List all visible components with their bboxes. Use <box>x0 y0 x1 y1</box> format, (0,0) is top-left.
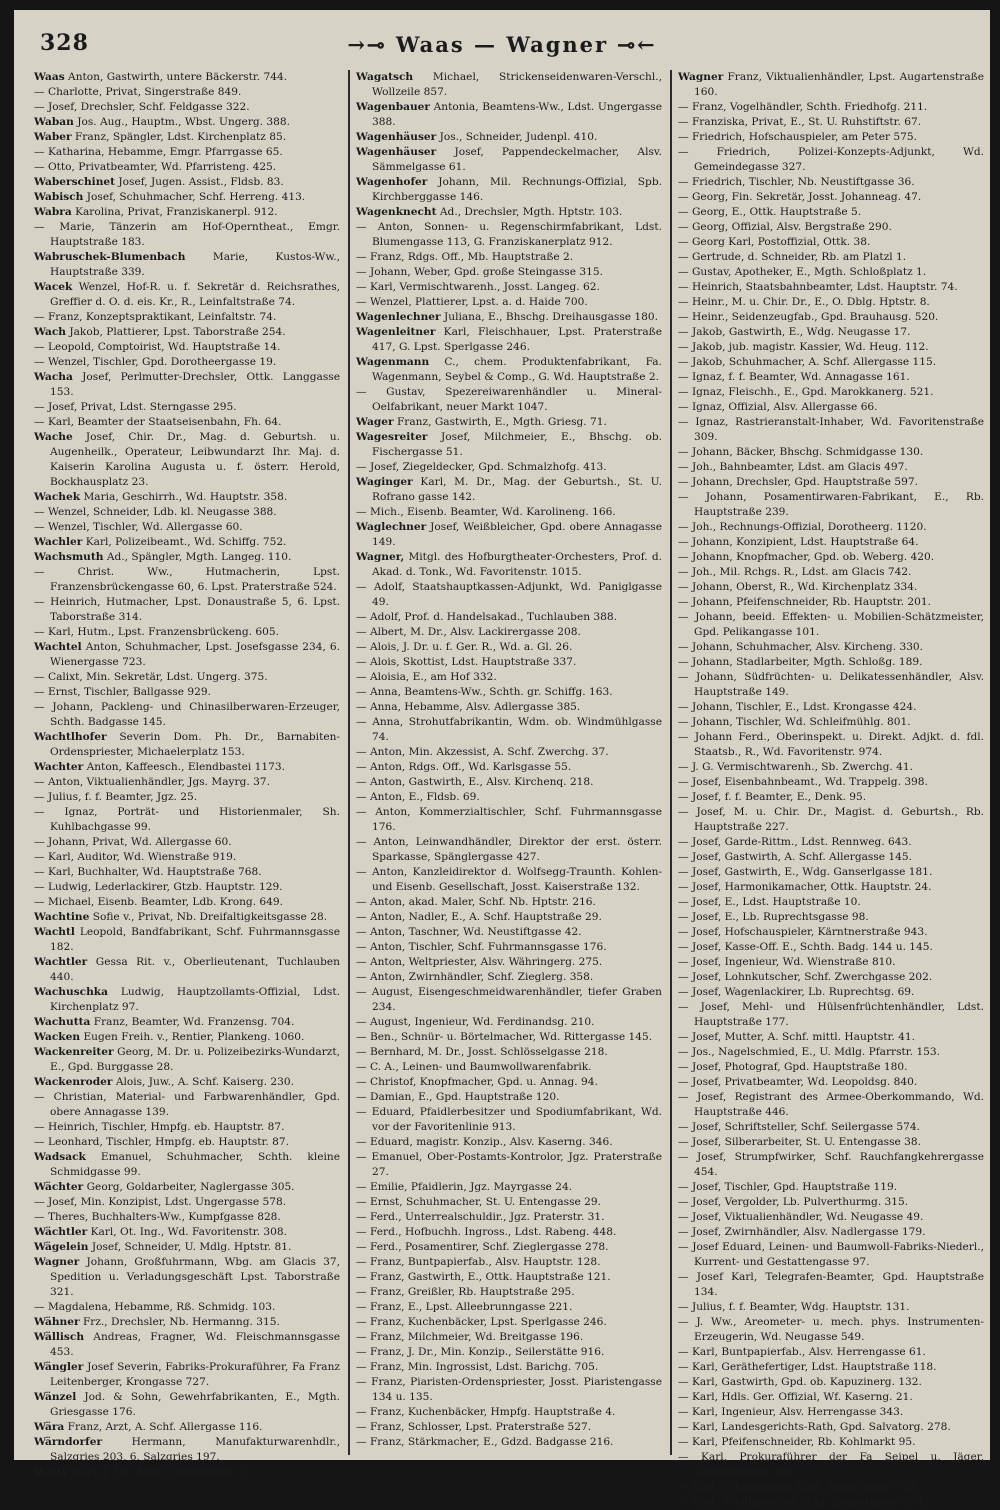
directory-entry: — Julius, f. f. Beamter, Jgz. 25. <box>34 791 198 803</box>
directory-entry: — Wenzel, Schneider, Ldb. kl. Neugasse 388. <box>34 506 277 518</box>
directory-entry: — Theres, Buchhalters-Ww., Kumpfgasse 828. <box>34 1211 281 1223</box>
directory-entry: — Josef, Eisenbahnbeamt., Wd. Trappelg. 398. <box>678 776 928 788</box>
directory-entry: — Josef, Garde-Rittm., Ldst. Rennweg. 643. <box>678 836 912 848</box>
directory-entry: Wadsack Emanuel, Schuhmacher, Schth. kleine Schmidgasse 99. <box>34 1151 340 1178</box>
directory-entry: Wagenlechner Juliana, E., Bhschg. Dreihausgasse 180. <box>356 311 659 323</box>
directory-entry: — Anton, Viktualienhändler, Jgs. Mayrg. 37. <box>34 776 270 788</box>
page-number: 328 <box>40 30 89 56</box>
directory-entry: — Karl, Ingenieur, Alsv. Herrengasse 343. <box>678 1406 904 1418</box>
directory-entry: — Josef, Strumpfwirker, Schf. Rauchfangkehrergasse 454. <box>678 1151 984 1178</box>
directory-entry: — Adolf, Prof. d. Handelsakad., Tuchlauben 388. <box>356 611 617 623</box>
directory-entry: Waban Jos. Aug., Hauptm., Wbst. Ungerg. 388. <box>34 116 290 128</box>
directory-entry: — Franz, Stärkmacher, E., Gdzd. Badgasse 216. <box>356 1436 614 1448</box>
directory-page <box>14 10 990 1508</box>
directory-entry: — Ernst, Tischler, Ballgasse 929. <box>34 686 212 698</box>
directory-entry: Wachtine Sofie v., Privat, Nb. Dreifaltigkeitsgasse 28. <box>34 911 328 923</box>
directory-entry: — Georg, E., Ottk. Hauptstraße 5. <box>678 206 862 218</box>
directory-entry: — Karl, Auditor, Wd. Wienstraße 919. <box>34 851 237 863</box>
directory-entry: Waas Anton, Gastwirth, untere Bäckerstr. 744. <box>34 71 288 83</box>
directory-entry: — Karl, Hutm., Lpst. Franzensbrückeng. 605. <box>34 626 279 638</box>
directory-entry: — Jakob, jub. magistr. Kassier, Wd. Heug. 112. <box>678 341 929 353</box>
directory-entry: — Heinrich, Staatsbahnbeamter, Ldst. Hauptstr. 74. <box>678 281 958 293</box>
directory-entry: — Ben., Schnür- u. Börtelmacher, Wd. Rittergasse 145. <box>356 1031 653 1043</box>
directory-entry: Wachek Maria, Geschirrh., Wd. Hauptstr. 358. <box>34 491 288 503</box>
directory-entry: — Josef, E., Ldst. Hauptstraße 10. <box>678 896 861 908</box>
directory-entry: — Franz, Vogelhändler, Schth. Friedhofg. 211. <box>678 101 928 113</box>
directory-entry: — Franz, Piaristen-Ordenspriester, Josst. Piaristengasse 134 u. 135. <box>356 1376 662 1403</box>
directory-entry: — Karl, Geräthefertiger, Ldst. Hauptstraße 118. <box>678 1361 937 1373</box>
directory-entry: Wagner, Mitgl. des Hofburgtheater-Orchesters, Prof. d. Akad. d. Tonk., Wd. Favoritenstr. 1015. <box>356 551 662 578</box>
directory-entry: Wällisch Andreas, Fragner, Wd. Fleischmannsgasse 453. <box>34 1331 340 1358</box>
directory-entry: — Anton, Taschner, Wd. Neustiftgasse 42. <box>356 926 582 938</box>
directory-entry: — Josef, Privat, Ldst. Sterngasse 295. <box>34 401 237 413</box>
directory-entry: — Johann, Stadlarbeiter, Mgth. Schloßg. 189. <box>678 656 923 668</box>
directory-entry: — Franz, Milchmeier, Wd. Breitgasse 196. <box>356 1331 584 1343</box>
directory-entry: — Bernhard, M. Dr., Josst. Schlösselgasse 218. <box>356 1046 608 1058</box>
directory-entry: — Magdalena, Hebamme, Rß. Schmidg. 103. <box>34 1301 276 1313</box>
directory-entry: — Karl, Schauspieler, Lpst. Taborstraße 752. <box>678 1481 920 1493</box>
directory-entry: — Albert, M. Dr., Alsv. Lackirergasse 208. <box>356 626 581 638</box>
directory-entry: Wagner Franz, Viktualienhändler, Lpst. Augartenstraße 160. <box>678 71 984 98</box>
directory-entry: Waber Franz, Spängler, Ldst. Kirchenplatz 85. <box>34 131 287 143</box>
directory-entry: Wagner Johann, Großfuhrmann, Wbg. am Glacis 37, Spedition u. Verladungsgeschäft Lpst. Taborstraße 321. <box>34 1256 340 1298</box>
directory-entry: — Ignaz, f. f. Beamter, Wd. Annagasse 161. <box>678 371 910 383</box>
directory-entry: — Jakob, Gastwirth, E., Wdg. Neugasse 17. <box>678 326 911 338</box>
directory-entry: — Anton, Min. Akzessist, A. Schf. Zwerchg. 37. <box>356 746 609 758</box>
directory-entry: Wachtlhofer Severin Dom. Ph. Dr., Barnabiten-Ordenspriester, Michaelerplatz 153. <box>34 731 340 758</box>
directory-entry: — Johann, Posamentirwaren-Fabrikant, E., Rb. Hauptstraße 239. <box>678 491 984 518</box>
directory-entry: — Josef, E., Lb. Ruprechtsgasse 98. <box>678 911 869 923</box>
directory-entry: Wachutta Franz, Beamter, Wd. Franzensg. 704. <box>34 1016 295 1028</box>
directory-entry: Wachtel Anton, Schuhmacher, Lpst. Josefsgasse 234, 6. Wienergasse 723. <box>34 641 340 668</box>
directory-entry: Waginger Karl, M. Dr., Mag. der Geburtsh., St. U. Rofrano gasse 142. <box>356 476 662 503</box>
directory-entry: Wagenhäuser Josef, Pappendeckelmacher, Alsv. Sämmelgasse 61. <box>356 146 662 173</box>
directory-entry: — Gertrude, d. Schneider, Rb. am Platzl 1. <box>678 251 907 263</box>
directory-entry: — C. A., Leinen- und Baumwollwarenfabrik. <box>356 1061 592 1073</box>
directory-entry: — Josef, Hofschauspieler, Kärntnerstraße 943. <box>678 926 928 938</box>
directory-entry: Wagenhofer Johann, Mil. Rechnungs-Offizial, Spb. Kirchberggasse 146. <box>356 176 662 203</box>
directory-entry: — August, Ingenieur, Wd. Ferdinandsg. 210. <box>356 1016 595 1028</box>
directory-entry: — Mich., Eisenb. Beamter, Wd. Karolineng. 166. <box>356 506 616 518</box>
directory-entry: — Franz, Kuchenbäcker, Lpst. Sperlgasse 246. <box>356 1316 607 1328</box>
directory-entry: — Ludwig, Lederlackirer, Gtzb. Hauptstr. 129. <box>34 881 283 893</box>
directory-entry: — Friedrich, Polizei-Konzepts-Adjunkt, Wd. Gemeindegasse 327. <box>678 146 984 173</box>
directory-entry: — Damian, E., Gpd. Hauptstraße 120. <box>356 1091 560 1103</box>
directory-entry: — Josef, M. u. Chir. Dr., Magist. d. Geburtsh., Rb. Hauptstraße 227. <box>678 806 984 833</box>
directory-entry: Wachuschka Ludwig, Hauptzollamts-Offizial, Ldst. Kirchenplatz 97. <box>34 986 340 1013</box>
directory-entry: — Josef, Lohnkutscher, Schf. Zwerchgasse 202. <box>678 971 933 983</box>
directory-entry: — Johann Ferd., Oberinspekt. u. Direkt. Adjkt. d. fdl. Staatsb., R., Wd. Favoritenstr. 974. <box>678 731 984 758</box>
directory-entry: — Josef, Gastwirth, E., Wdg. Ganserlgasse 181. <box>678 866 933 878</box>
directory-entry: — Josef, Tischler, Gpd. Hauptstraße 119. <box>678 1181 898 1193</box>
directory-entry: — Karl, Pfeifenschneider, Rb. Kohlmarkt 95. <box>678 1436 916 1448</box>
directory-entry: — Wenzel, Tischler, Gpd. Dorotheergasse 19. <box>34 356 277 368</box>
directory-entry: Wachter Anton, Kaffeesch., Elendbastei 1173. <box>34 761 285 773</box>
directory-entry: — Karl, Gastwirth, Gpd. ob. Kapuzinerg. 132. <box>678 1376 922 1388</box>
directory-entry: — Ignaz, Offizial, Alsv. Allergasse 66. <box>678 401 878 413</box>
directory-entry: — Joh., Mil. Rchgs. R., Ldst. am Glacis 742. <box>678 566 912 578</box>
directory-entry: — J. G. Vermischtwarenh., Sb. Zwerchg. 41. <box>678 761 913 773</box>
directory-entry: — Josef, Zwirnhändler, Alsv. Nadlergasse 179. <box>678 1226 926 1238</box>
directory-entry: Wackenroder Alois, Juw., A. Schf. Kaiserg. 230. <box>34 1076 294 1088</box>
directory-entry: Wabruschek-Blumenbach Marie, Kustos-Ww., Hauptstraße 339. <box>34 251 340 278</box>
directory-entry: Wängler Josef Severin, Fabriks-Prokuraführer, Fa Franz Leitenberger, Krongasse 727. <box>34 1361 340 1388</box>
directory-entry: — Josef, Privatbeamter, Wd. Leopoldsg. 840. <box>678 1076 918 1088</box>
directory-entry: — Anton, akad. Maler, Schf. Nb. Hptstr. 216. <box>356 896 596 908</box>
directory-entry: — Otto, Privatbeamter, Wd. Pfarristeng. 425. <box>34 161 277 173</box>
directory-entry: — Karl, Schuhmacher, Schf. Zieglergasse 354. <box>678 1496 928 1508</box>
directory-entry: — Josef, Viktualienhändler, Wd. Neugasse 49. <box>678 1211 924 1223</box>
directory-entry: Wacek Wenzel, Hof-R. u. f. Sekretär d. Reichsrathes, Greffier d. O. d. eis. Kr., R., Leinfaltstraße 74. <box>34 281 340 308</box>
directory-entry: — Josef, Mutter, A. Schf. mittl. Hauptstr. 41. <box>678 1031 915 1043</box>
directory-entry: — Josef Eduard, Leinen- und Baumwoll-Fabriks-Niederl., Kurrent- und Gestattengasse 97. <box>678 1241 984 1268</box>
directory-columns <box>34 70 984 1508</box>
directory-entry: Waberschinet Josef, Jugen. Assist., Fldsb. 83. <box>34 176 284 188</box>
directory-entry: — Johann, Oberst, R., Wd. Kirchenplatz 334. <box>678 581 918 593</box>
directory-entry: — Franz, E., Lpst. Alleebrunngasse 221. <box>356 1301 573 1313</box>
directory-entry: — Calixt, Min. Sekretär, Ldst. Ungerg. 375. <box>34 671 268 683</box>
directory-entry: Wachsmuth Ad., Spängler, Mgth. Langeg. 110. <box>34 551 292 563</box>
directory-entry: — Josef, Ziegeldecker, Gpd. Schmalzhofg. 413. <box>356 461 607 473</box>
directory-entry: — Ignaz, Porträt- und Historienmaler, Sh. Kuhlbachgasse 99. <box>34 806 340 833</box>
directory-entry: — Heinrich, Hutmacher, Lpst. Donaustraße 5, 6. Lpst. Taborstraße 314. <box>34 596 340 623</box>
directory-entry: — Ignaz, Fleischh., E., Gpd. Marokkanerg. 521. <box>678 386 934 398</box>
directory-entry: — Josef, Min. Konzipist, Ldst. Ungergasse 578. <box>34 1196 287 1208</box>
directory-entry: — Franz, Min. Ingrossist, Ldst. Barichg. 705. <box>356 1361 599 1373</box>
directory-entry: — Josef, Wagenlackirer, Lb. Ruprechtsg. 69. <box>678 986 915 998</box>
directory-entry: — Jos., Nagelschmied, E., U. Mdlg. Pfarrstr. 153. <box>678 1046 941 1058</box>
directory-entry: Wach Jakob, Plattierer, Lpst. Taborstraße 254. <box>34 326 286 338</box>
directory-entry: — Emilie, Pfaidlerin, Jgz. Mayrgasse 24. <box>356 1181 573 1193</box>
directory-entry: Wache Josef, Chir. Dr., Mag. d. Geburtsh. u. Augenheilk., Operateur, Leibwundarzt Ihr. Maj. d. Kaiserin Karolina Augusta u. f. österr. Herold, Bockhausplatz 23. <box>34 431 340 488</box>
directory-entry: — Marie, Tänzerin am Hof-Operntheat., Emgr. Hauptstraße 183. <box>34 221 340 248</box>
directory-entry: Wabisch Josef, Schuhmacher, Schf. Herreng. 413. <box>34 191 306 203</box>
directory-entry: Wagenleitner Karl, Fleischhauer, Lpst. Praterstraße 417, G. Lpst. Sperlgasse 246. <box>356 326 662 353</box>
directory-entry: — Josef, Gastwirth, A. Schf. Allergasse 145. <box>678 851 913 863</box>
directory-entry: Wächter Georg, Goldarbeiter, Naglergasse 305. <box>34 1181 295 1193</box>
directory-entry: — Franz, Greißler, Rb. Hauptstraße 295. <box>356 1286 575 1298</box>
directory-entry: — Josef, Mehl- und Hülsenfrüchtenhändler, Ldst. Hauptstraße 177. <box>678 1001 984 1028</box>
directory-entry: — Wenzel, Tischler, Wd. Allergasse 60. <box>34 521 243 533</box>
directory-entry: — Christof, Knopfmacher, Gpd. u. Annag. 94. <box>356 1076 598 1088</box>
directory-entry: — Eduard, Pfaidlerbesitzer und Spodiumfabrikant, Wd. vor der Favoritenlinie 913. <box>356 1106 662 1133</box>
directory-entry: — Johann, Pfeifenschneider, Rb. Hauptstr. 201. <box>678 596 932 608</box>
page-header <box>14 10 990 68</box>
directory-entry: — Katharina, Hebamme, Emgr. Pfarrgasse 65. <box>34 146 283 158</box>
directory-entry: Wära Franz, Arzt, A. Schf. Allergasse 116. <box>34 1421 263 1433</box>
directory-entry: — Georg, Fin. Sekretär, Josst. Johanneag. 47. <box>678 191 922 203</box>
directory-column-2 <box>356 70 662 1455</box>
directory-entry: — Anna, Hebamme, Alsv. Adlergasse 385. <box>356 701 581 713</box>
directory-entry: — Franz, J. Dr., Min. Konzip., Seilerstätte 916. <box>356 1346 605 1358</box>
directory-entry: — Johann, Südfrüchten- u. Delikatessenhändler, Alsv. Hauptstraße 149. <box>678 671 984 698</box>
directory-entry: — Leopold, Comptoirist, Wd. Hauptstraße 14. <box>34 341 281 353</box>
directory-entry: — Karl, Landesgerichts-Rath, Gpd. Salvatorg. 278. <box>678 1421 951 1433</box>
directory-entry: — Johann, Packleng- und Chinasilberwaren-Erzeuger, Schth. Badgasse 145. <box>34 701 340 728</box>
directory-entry: — Franz, Schlosser, Lpst. Praterstraße 527. <box>356 1421 592 1433</box>
directory-entry: — Anton, E., Fldsb. 69. <box>356 791 480 803</box>
directory-entry: Wacken Eugen Freih. v., Rentier, Plankeng. 1060. <box>34 1031 305 1043</box>
directory-entry: Wagatsch Michael, Strickenseidenwaren-Verschl., Wollzeile 857. <box>356 71 662 98</box>
directory-entry: — Anton, Gastwirth, E., Alsv. Kirchenq. 218. <box>356 776 594 788</box>
directory-entry: Wachtl Leopold, Bandfabrikant, Schf. Fuhrmannsgasse 182. <box>34 926 340 953</box>
directory-entry: — Anton, Nadler, E., A. Schf. Hauptstraße 29. <box>356 911 602 923</box>
directory-entry: — Friedrich, Tischler, Nb. Neustiftgasse 36. <box>678 176 915 188</box>
directory-entry: — Karl, Beamter der Staatseisenbahn, Fh. 64. <box>34 416 282 428</box>
directory-entry: — Josef, Registrant des Armee-Oberkommando, Wd. Hauptstraße 446. <box>678 1091 984 1118</box>
directory-entry: — Karl, Vermischtwarenh., Josst. Langeg. 62. <box>356 281 600 293</box>
directory-entry: — Anton, Rdgs. Off., Wd. Karlsgasse 55. <box>356 761 572 773</box>
directory-entry: — Franz, Rdgs. Off., Mb. Hauptstraße 2. <box>356 251 574 263</box>
directory-entry: — Josef, Drechsler, Schf. Feldgasse 322. <box>34 101 250 113</box>
directory-entry: — Gustav, Spezereiwarenhändler u. Mineral-Oelfabrikant, neuer Markt 1047. <box>356 386 662 413</box>
directory-entry: Wähner Frz., Drechsler, Nb. Hermanng. 315. <box>34 1316 280 1328</box>
directory-entry: — Johann, Konzipient, Ldst. Hauptstraße 64. <box>678 536 919 548</box>
directory-entry: — Joh., Bahnbeamter, Ldst. am Glacis 497. <box>678 461 908 473</box>
directory-entry: Wagesreiter Josef, Milchmeier, E., Bhschg. ob. Fischergasse 51. <box>356 431 662 458</box>
directory-entry: — Anton, Kommerzialtischler, Schf. Fuhrmannsgasse 176. <box>356 806 662 833</box>
directory-entry: — Anton, Leinwandhändler, Direktor der erst. österr. Sparkasse, Spänglergasse 427. <box>356 836 662 863</box>
directory-entry: — Leonhard, Tischler, Hmpfg. eb. Hauptstr. 87. <box>34 1136 290 1148</box>
directory-entry: Wärndorfer Hermann, Manufakturwarenhdlr., Salzgries 203, 6. Salzgries 197. <box>34 1436 340 1463</box>
directory-entry: — Jakob, Schuhmacher, A. Schf. Allergasse 115. <box>678 356 937 368</box>
directory-entry: — Josef, Schriftsteller, Schf. Seilergasse 574. <box>678 1121 920 1133</box>
directory-entry: — Josef, f. f. Beamter, E., Denk. 95. <box>678 791 867 803</box>
directory-entry: Wagenmann C., chem. Produktenfabrikant, Fa. Wagenmann, Seybel & Comp., G. Wd. Hauptstraße 2. <box>356 356 662 383</box>
directory-entry: — Anton, Weltpriester, Alsv. Währingerg. 275. <box>356 956 603 968</box>
directory-entry: Wabra Karolina, Privat, Franziskanerpl. 912. <box>34 206 278 218</box>
directory-entry: — Josef, Vergolder, Lb. Pulverthurmg. 315. <box>678 1196 909 1208</box>
directory-entry: Wagenhäuser Jos., Schneider, Judenpl. 410. <box>356 131 598 143</box>
directory-entry: — Johann, Weber, Gpd. große Steingasse 315. <box>356 266 603 278</box>
directory-entry: — Heinr., M. u. Chir. Dr., E., O. Dblg. Hptstr. 8. <box>678 296 930 308</box>
directory-entry: — Johann, Tischler, E., Ldst. Krongasse 424. <box>678 701 917 713</box>
directory-entry: — Johann, Knopfmacher, Gpd. ob. Weberg. 420. <box>678 551 935 563</box>
directory-entry: Wägelein Josef, Schneider, U. Mdlg. Hptstr. 81. <box>34 1241 292 1253</box>
directory-entry: — Christian, Material- und Farbwarenhändler, Gpd. obere Annagasse 139. <box>34 1091 340 1118</box>
running-head: →⊸ Waas — Wagner ⊸← <box>347 32 657 57</box>
directory-entry: — Johann, Privat, Wd. Allergasse 60. <box>34 836 232 848</box>
directory-entry: Wackenreiter Georg, M. Dr. u. Polizeibezirks-Wundarzt, E., Gpd. Burggasse 28. <box>34 1046 340 1073</box>
directory-entry: — Alois, Skottist, Ldst. Hauptstraße 337. <box>356 656 577 668</box>
directory-entry: — Karl, Buchhalter, Wd. Hauptstraße 768. <box>34 866 262 878</box>
directory-entry: — Wenzel, Plattierer, Lpst. a. d. Haide 700. <box>356 296 588 308</box>
directory-entry: — Franz, Konzeptspraktikant, Leinfaltstr. 74. <box>34 311 277 323</box>
directory-entry: — Josef, Ingenieur, Wd. Wienstraße 810. <box>678 956 896 968</box>
directory-entry: — Josef, Kasse-Off. E., Schth. Badg. 144 u. 145. <box>678 941 933 953</box>
directory-entry: — Karl, Buntpapierfab., Alsv. Herrengasse 61. <box>678 1346 926 1358</box>
directory-entry: Waglechner Josef, Weißbleicher, Gpd. obere Annagasse 149. <box>356 521 662 548</box>
directory-entry: — J. Ww., Areometer- u. mech. phys. Instrumenten-Erzeugerin, Wd. Neugasse 549. <box>678 1316 984 1343</box>
directory-entry: — Karl, Hdls. Ger. Offizial, Wf. Kaserng. 21. <box>678 1391 913 1403</box>
directory-entry: — Johann, Drechsler, Gpd. Hauptstraße 597. <box>678 476 918 488</box>
directory-entry: — Ignaz, Rastrieranstalt-Inhaber, Wd. Favoritenstraße 309. <box>678 416 984 443</box>
directory-column-3 <box>678 70 984 1508</box>
directory-entry: Wager Franz, Gastwirth, E., Mgth. Griesg. 71. <box>356 416 607 428</box>
directory-entry: — Ferd., Hofbuchh. Ingross., Ldst. Rabeng. 448. <box>356 1226 617 1238</box>
directory-entry: — Anton, Sonnen- u. Regenschirmfabrikant, Ldst. Blumengasse 113, G. Franziskanerplatz 912. <box>356 221 662 248</box>
directory-entry: — Franz, Gastwirth, E., Ottk. Hauptstraße 121. <box>356 1271 611 1283</box>
directory-entry: Wätty Josef, J. Dr., Emgr. Wienstraße 37. <box>34 1466 254 1478</box>
directory-entry: — Georg, Offizial, Alsv. Bergstraße 290. <box>678 221 892 233</box>
directory-entry: — Emanuel, Ober-Postamts-Kontrolor, Jgz. Praterstraße 27. <box>356 1151 662 1178</box>
directory-entry: — Anna, Beamtens-Ww., Schth. gr. Schiffg. 163. <box>356 686 613 698</box>
directory-entry: — Aloisia, E., am Hof 332. <box>356 671 497 683</box>
directory-entry: — Franz, Kuchenbäcker, Hmpfg. Hauptstraße 4. <box>356 1406 616 1418</box>
directory-entry: Wachtler Gessa Rit. v., Oberlieutenant, Tuchlauben 440. <box>34 956 340 983</box>
directory-entry: — Johann, Schuhmacher, Alsv. Kircheng. 330. <box>678 641 924 653</box>
directory-entry: — Anna, Strohutfabrikantin, Wdm. ob. Windmühlgasse 74. <box>356 716 662 743</box>
directory-entry: — Josef, Silberarbeiter, St. U. Entengasse 38. <box>678 1136 921 1148</box>
directory-entry: — Franz, Buntpapierfab., Alsv. Hauptstr. 128. <box>356 1256 601 1268</box>
directory-entry: — Ferd., Unterrealschuldir., Jgz. Praterstr. 31. <box>356 1211 605 1223</box>
directory-entry: — Georg Karl, Postoffizial, Ottk. 38. <box>678 236 871 248</box>
directory-entry: Wachler Karl, Polizeibeamt., Wd. Schiffg. 752. <box>34 536 287 548</box>
directory-entry: — Johann, Tischler, Wd. Schleifmühlg. 801. <box>678 716 911 728</box>
directory-entry: Wagenbauer Antonia, Beamtens-Ww., Ldst. Ungergasse 388. <box>356 101 662 128</box>
directory-entry: — Anton, Kanzleidirektor d. Wolfsegg-Traunth. Kohlen- und Eisenb. Gesellschaft, Josst. Kaiserstraße 132. <box>356 866 662 893</box>
directory-entry: — Josef, Harmonikamacher, Ottk. Hauptstr. 24. <box>678 881 932 893</box>
directory-entry: — Friedrich, Hofschauspieler, am Peter 575. <box>678 131 917 143</box>
directory-entry: — Josef Karl, Telegrafen-Beamter, Gpd. Hauptstraße 134. <box>678 1271 984 1298</box>
directory-entry: — Adolf, Staatshauptkassen-Adjunkt, Wd. Paniglgasse 49. <box>356 581 662 608</box>
directory-entry: — Ernst, Schuhmacher, St. U. Entengasse 29. <box>356 1196 601 1208</box>
directory-entry: — Julius, f. f. Beamter, Wdg. Hauptstr. 131. <box>678 1301 910 1313</box>
directory-entry: — Charlotte, Privat, Singerstraße 849. <box>34 86 242 98</box>
directory-entry: — Johann, Bäcker, Bhschg. Schmidgasse 130. <box>678 446 924 458</box>
directory-entry: — Heinrich, Tischler, Hmpfg. eb. Hauptstr. 87. <box>34 1121 285 1133</box>
directory-entry: — Eduard, magistr. Konzip., Alsv. Kaserng. 346. <box>356 1136 613 1148</box>
directory-entry: — Gustav, Apotheker, E., Mgth. Schloßplatz 1. <box>678 266 927 278</box>
directory-entry: — Karl, Prokuraführer der Fa Seipel u. Jäger, Salvatorgasse 365. <box>678 1451 984 1478</box>
directory-entry: Wänzel Jod. & Sohn, Gewehrfabrikanten, E., Mgth. Griesgasse 176. <box>34 1391 340 1418</box>
directory-entry: — Joh., Rechnungs-Offizial, Dorotheerg. 1120. <box>678 521 927 533</box>
directory-column-1 <box>34 70 340 1478</box>
directory-entry: — Ferd., Posamentirer, Schf. Zieglergasse 278. <box>356 1241 609 1253</box>
directory-entry: Wacha Josef, Perlmutter-Drechsler, Ottk. Langgasse 153. <box>34 371 340 398</box>
directory-entry: Wächtler Karl, Ot. Ing., Wd. Favoritenstr. 308. <box>34 1226 288 1238</box>
directory-entry: — August, Eisengeschmeidwarenhändler, tiefer Graben 234. <box>356 986 662 1013</box>
directory-entry: — Michael, Eisenb. Beamter, Ldb. Krong. 649. <box>34 896 284 908</box>
directory-entry: Wagenknecht Ad., Drechsler, Mgth. Hptstr. 103. <box>356 206 623 218</box>
directory-entry: — Heinr., Seidenzeugfab., Gpd. Brauhausg. 520. <box>678 311 939 323</box>
directory-entry: — Josef, Photograf, Gpd. Hauptstraße 180. <box>678 1061 908 1073</box>
directory-entry: — Anton, Zwirnhändler, Schf. Zieglerg. 358. <box>356 971 594 983</box>
directory-entry: — Johann, beeid. Effekten- u. Mobilien-Schätzmeister, Gpd. Pelikangasse 101. <box>678 611 984 638</box>
directory-entry: — Franziska, Privat, E., St. U. Ruhstiftstr. 67. <box>678 116 922 128</box>
directory-entry: — Anton, Tischler, Schf. Fuhrmannsgasse 176. <box>356 941 607 953</box>
directory-entry: — Christ. Ww., Hutmacherin, Lpst. Franzensbrückengasse 60, 6. Lpst. Praterstraße 524. <box>34 566 340 593</box>
directory-entry: — Alois, J. Dr. u. f. Ger. R., Wd. a. Gl. 26. <box>356 641 573 653</box>
